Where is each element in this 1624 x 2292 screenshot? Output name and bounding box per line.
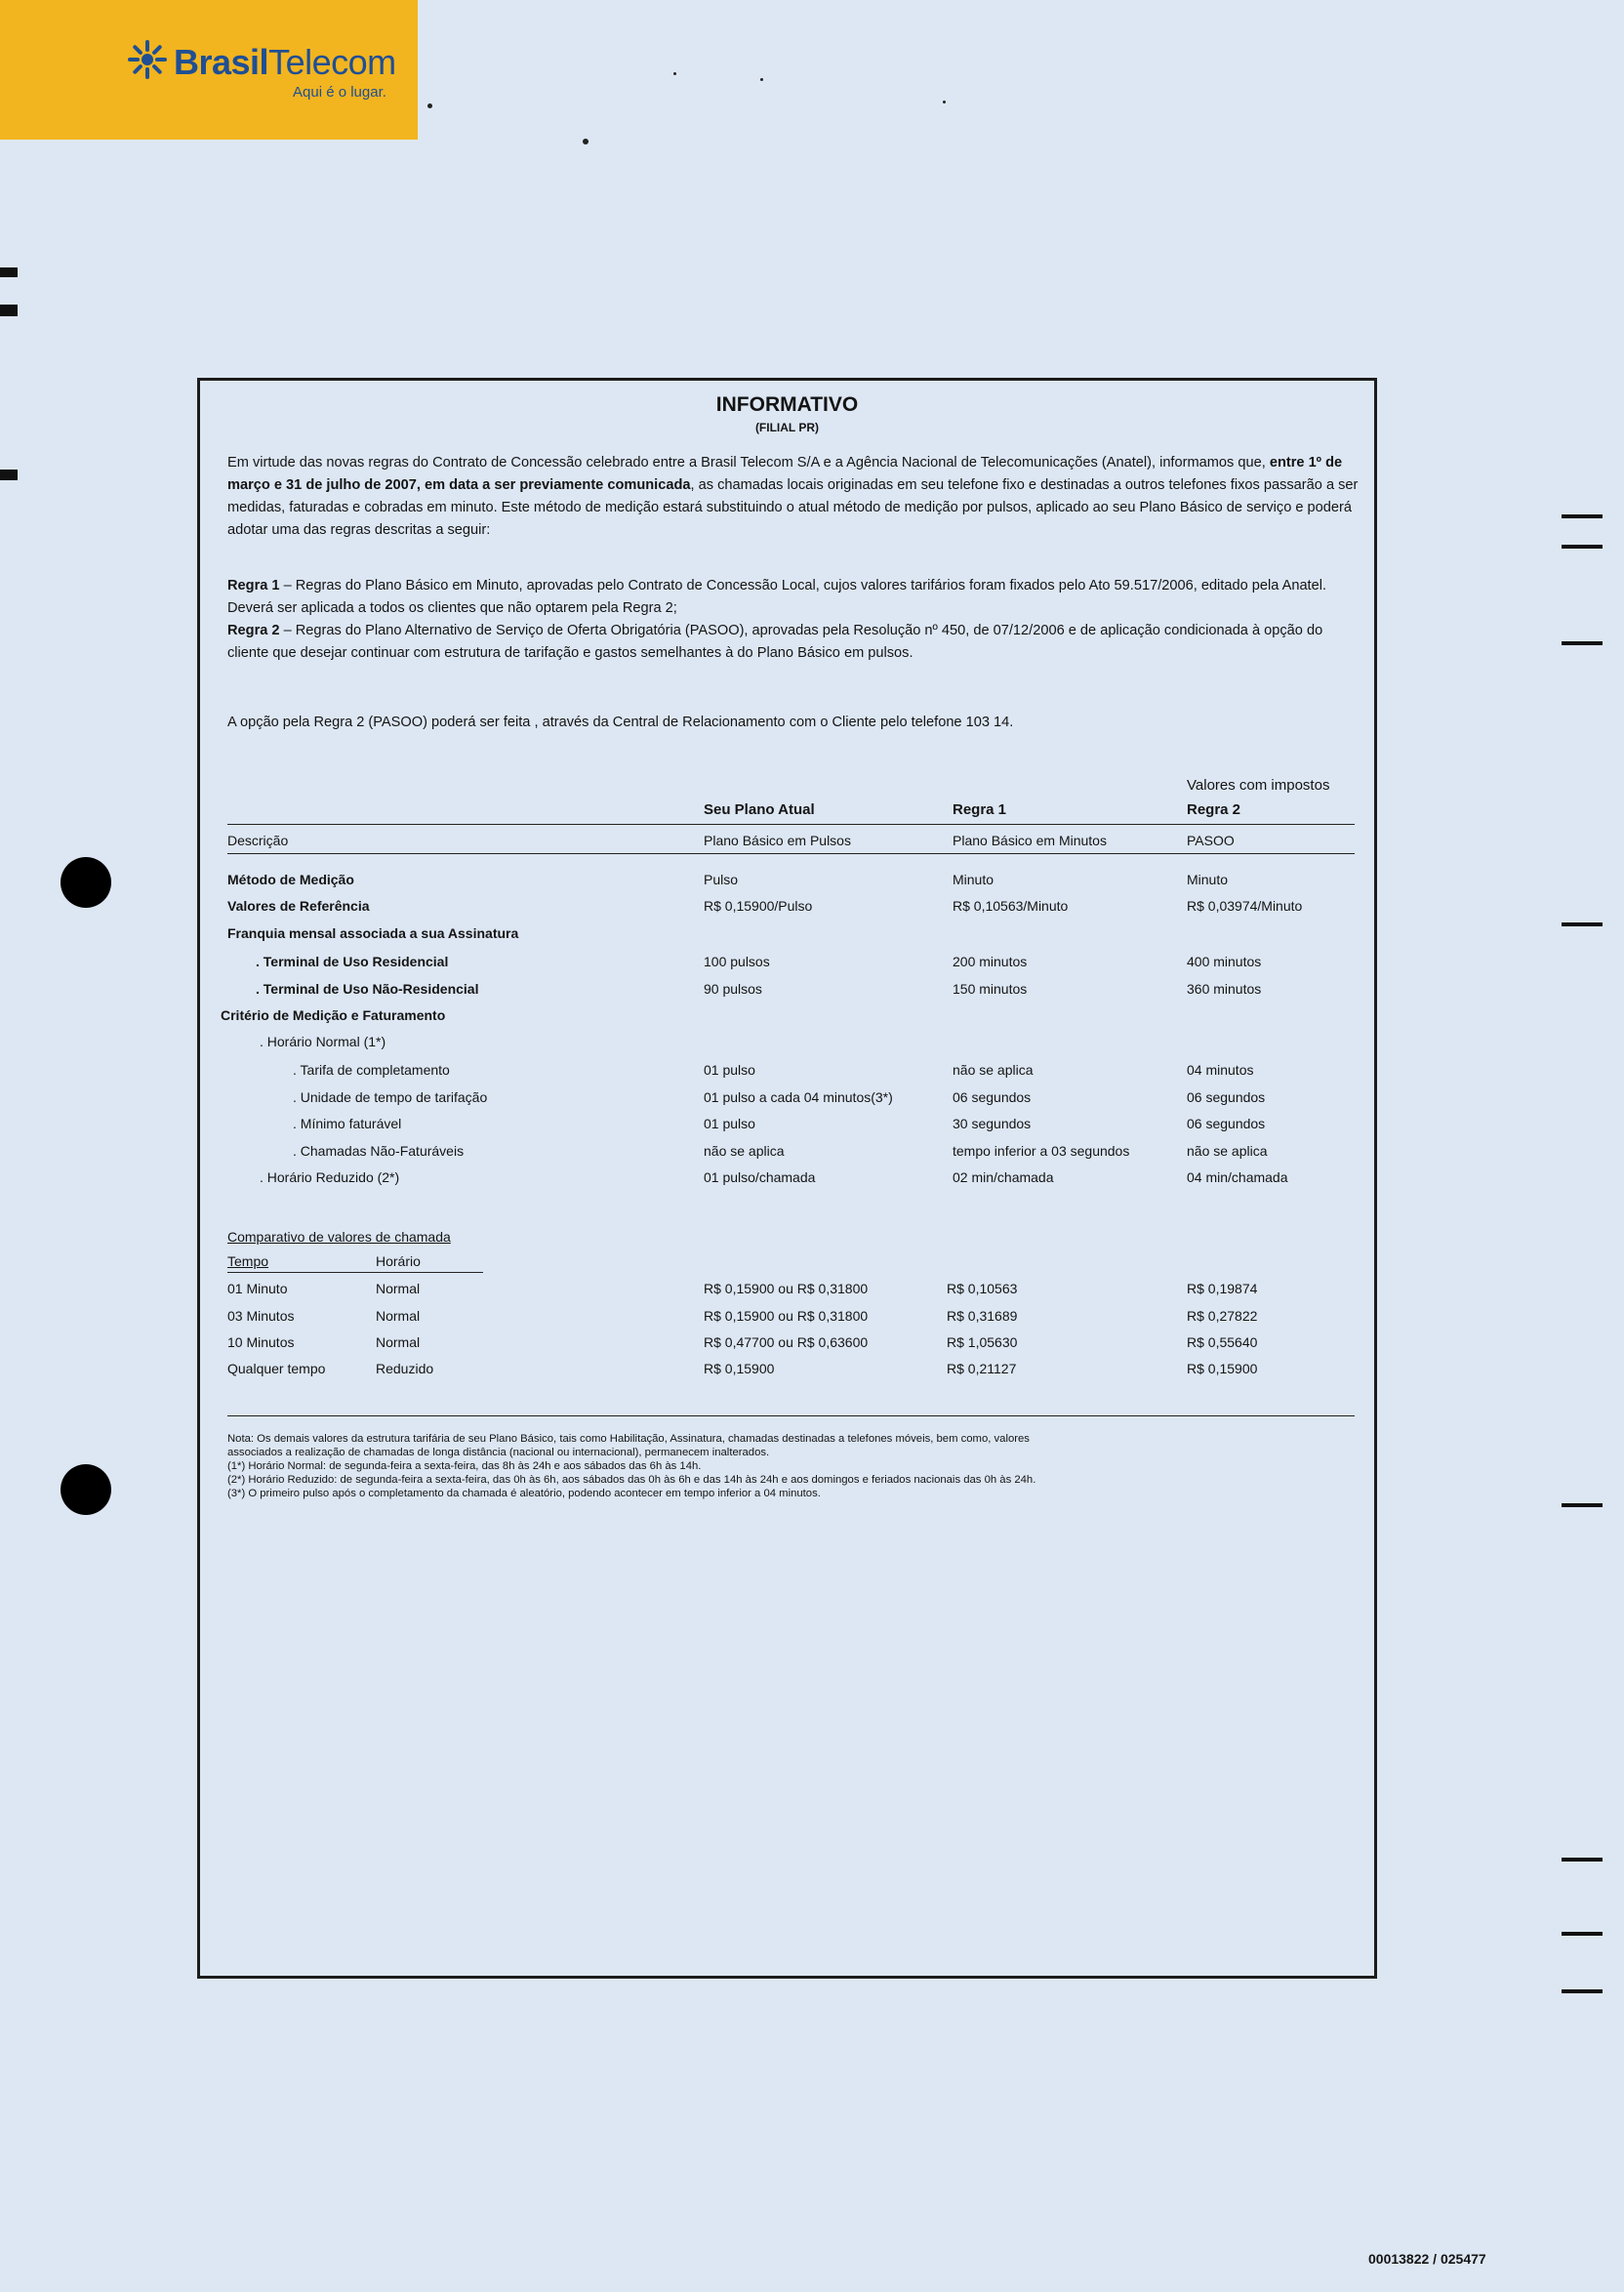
- table-cell-regra2: 06 segundos: [1187, 1089, 1266, 1105]
- note-line: (1*) Horário Normal: de segunda-feira a sexta-feira, das 8h às 24h e aos sábados das 6h às 14h.: [227, 1460, 702, 1472]
- margin-rule: [1562, 1858, 1603, 1862]
- comparison-title: Comparativo de valores de chamada: [227, 1229, 451, 1245]
- table-row-label: . Unidade de tempo de tarifação: [293, 1089, 488, 1105]
- margin-rule: [1562, 1989, 1603, 1993]
- table-cell-regra2: 04 minutos: [1187, 1062, 1254, 1078]
- comparison-cell-current: R$ 0,15900: [704, 1361, 775, 1376]
- comparison-cell-tempo: 10 Minutos: [227, 1334, 295, 1350]
- edge-mark: [0, 305, 18, 316]
- rule2-paragraph: Regra 2 – Regras do Plano Alternativo de Serviço de Oferta Obrigatória (PASOO), aprovadas pela Resolução nº 450, de 07/12/2006 e de aplicação condicionada à opção do cliente que desejar continuar com estrutura de tarifação e gastos semelhantes à do Plano Básico em pulsos.: [227, 623, 1323, 661]
- table-header-note: Valores com impostos: [1187, 777, 1330, 794]
- punch-hole: [61, 857, 111, 908]
- comparison-cell-tempo: 03 Minutos: [227, 1308, 295, 1324]
- comparison-header-rule: [227, 1272, 483, 1273]
- brasil-telecom-logo: [0, 0, 418, 140]
- comparison-cell-regra2: R$ 0,27822: [1187, 1308, 1258, 1324]
- scan-speck: [943, 101, 946, 103]
- note-line: Nota: Os demais valores da estrutura tarifária de seu Plano Básico, tais como Habilitação, Assinatura, chamadas destinadas a telefones móveis, bem como, valores: [227, 1433, 1030, 1445]
- table-cell-current: 90 pulsos: [704, 981, 762, 997]
- comparison-cell-regra1: R$ 0,10563: [947, 1281, 1018, 1296]
- informativo-document: [197, 378, 1377, 1979]
- scan-speck: [673, 72, 676, 75]
- subheader-regra2: PASOO: [1187, 833, 1235, 848]
- punch-hole: [61, 1464, 111, 1515]
- table-cell-current: não se aplica: [704, 1143, 785, 1159]
- table-cell-regra2: R$ 0,03974/Minuto: [1187, 898, 1303, 914]
- comparison-cell-regra2: R$ 0,19874: [1187, 1281, 1258, 1296]
- table-row-label: . Chamadas Não-Faturáveis: [293, 1143, 465, 1159]
- table-cell-regra2: 04 min/chamada: [1187, 1169, 1288, 1185]
- table-cell-regra1: 30 segundos: [953, 1116, 1032, 1131]
- document-title: INFORMATIVO: [715, 393, 859, 416]
- table-cell-regra2: 360 minutos: [1187, 981, 1262, 997]
- table-cell-current: 01 pulso a cada 04 minutos(3*): [704, 1089, 893, 1105]
- comparison-cell-current: R$ 0,15900 ou R$ 0,31800: [704, 1281, 869, 1296]
- margin-rule: [1562, 1503, 1603, 1507]
- notes-rule: [227, 1415, 1355, 1416]
- comparison-cell-tempo: 01 Minuto: [227, 1281, 288, 1296]
- margin-rule: [1562, 641, 1603, 645]
- logo-wordmark: BrasilTelecom: [174, 42, 396, 82]
- table-cell-current: 100 pulsos: [704, 954, 770, 969]
- note-line: (2*) Horário Reduzido: de segunda-feira a sexta-feira, das 0h às 6h, aos sábados das 0h às 6h e das 14h às 24h e aos domingos e feriados nacionais das 0h às 24h.: [227, 1474, 1036, 1486]
- margin-rule: [1562, 545, 1603, 549]
- brasil-telecom-logo-icon: [125, 37, 170, 82]
- scan-speck: [427, 103, 432, 108]
- table-row-label: . Horário Reduzido (2*): [260, 1169, 400, 1185]
- note-line: associados a realização de chamadas de longa distância (nacional ou internacional), permanecem inalterados.: [227, 1447, 770, 1458]
- edge-mark: [0, 470, 18, 480]
- table-cell-regra1: R$ 0,10563/Minuto: [953, 898, 1069, 914]
- comparison-cell-horario: Reduzido: [376, 1361, 434, 1376]
- comparison-cell-tempo: Qualquer tempo: [227, 1361, 326, 1376]
- comparison-cell-regra2: R$ 0,15900: [1187, 1361, 1258, 1376]
- table-cell-regra1: 150 minutos: [953, 981, 1028, 997]
- table-cell-regra2: Minuto: [1187, 872, 1229, 887]
- table-row-label: . Tarifa de completamento: [293, 1062, 450, 1078]
- table-cell-regra2: não se aplica: [1187, 1143, 1268, 1159]
- rule1-paragraph: Regra 1 – Regras do Plano Básico em Minuto, aprovadas pelo Contrato de Concessão Local, cujos valores tarifários foram fixados pelo Ato 59.517/2006, editado pela Anatel. Deverá ser aplicada a todos os clientes que não optarem pela Regra 2;: [227, 578, 1327, 616]
- option-paragraph: A opção pela Regra 2 (PASOO) poderá ser feita , através da Central de Relacionamento com o Cliente pelo telefone 103 14.: [227, 715, 1014, 730]
- margin-rule: [1562, 922, 1603, 926]
- comparison-cell-horario: Normal: [376, 1281, 421, 1296]
- table-row-label: Método de Medição: [227, 872, 354, 887]
- comparison-cell-horario: Normal: [376, 1334, 421, 1350]
- table-cell-current: 01 pulso: [704, 1116, 755, 1131]
- comparison-cell-current: R$ 0,15900 ou R$ 0,31800: [704, 1308, 869, 1324]
- comparison-cell-regra2: R$ 0,55640: [1187, 1334, 1258, 1350]
- table-cell-current: Pulso: [704, 872, 739, 887]
- comparison-cell-regra1: R$ 0,31689: [947, 1308, 1018, 1324]
- table-cell-current: 01 pulso: [704, 1062, 755, 1078]
- note-line: (3*) O primeiro pulso após o completamento da chamada é aleatório, podendo acontecer em tempo inferior a 04 minutos.: [227, 1488, 821, 1499]
- notes-block: [227, 1432, 1360, 1500]
- intro-paragraph: Em virtude das novas regras do Contrato de Concessão celebrado entre a Brasil Telecom S/A e a Agência Nacional de Telecomunicações (Anatel), informamos que, entre 1º de março e 31 de julho de 2007, em data a ser previamente comunicada, as chamadas locais originadas em seu telefone fixo e destinadas a outros telefones fixos passarão a ser medidas, faturadas e cobradas em minuto. Este método de medição estará substituindo o atual método de medição por pulsos, aplicado ao seu Plano Básico de serviço e poderá adotar uma das regras descritas a seguir:: [227, 455, 1359, 538]
- comparison-col-horario: Horário: [376, 1253, 421, 1269]
- table-cell-regra1: tempo inferior a 03 segundos: [953, 1143, 1130, 1159]
- table-row-label: Critério de Medição e Faturamento: [221, 1007, 446, 1023]
- col-header-current: Seu Plano Atual: [704, 801, 815, 818]
- col-header-regra1: Regra 1: [953, 801, 1007, 818]
- table-cell-regra2: 06 segundos: [1187, 1116, 1266, 1131]
- table-cell-current: R$ 0,15900/Pulso: [704, 898, 813, 914]
- table-cell-regra2: 400 minutos: [1187, 954, 1262, 969]
- logo-tagline: Aqui é o lugar.: [293, 84, 386, 101]
- table-row-label: . Mínimo faturável: [293, 1116, 402, 1131]
- table-cell-regra1: 06 segundos: [953, 1089, 1032, 1105]
- table-header-rule: [227, 824, 1355, 825]
- edge-mark: [0, 267, 18, 277]
- scan-speck: [583, 139, 589, 144]
- comparison-cell-current: R$ 0,47700 ou R$ 0,63600: [704, 1334, 869, 1350]
- comparison-cell-regra1: R$ 1,05630: [947, 1334, 1018, 1350]
- table-row-label: Valores de Referência: [227, 898, 370, 914]
- table-subheader-rule: [227, 853, 1355, 854]
- table-cell-regra1: 02 min/chamada: [953, 1169, 1054, 1185]
- comparison-cell-horario: Normal: [376, 1308, 421, 1324]
- margin-rule: [1562, 514, 1603, 518]
- scan-speck: [760, 78, 763, 81]
- description-label: Descrição: [227, 833, 289, 848]
- table-row-label: Franquia mensal associada a sua Assinatura: [227, 925, 519, 941]
- table-row-label: . Horário Normal (1*): [260, 1034, 386, 1049]
- margin-rule: [1562, 1932, 1603, 1936]
- table-row-label: . Terminal de Uso Não-Residencial: [256, 981, 479, 997]
- subheader-current: Plano Básico em Pulsos: [704, 833, 851, 848]
- subheader-regra1: Plano Básico em Minutos: [953, 833, 1107, 848]
- table-row-label: . Terminal de Uso Residencial: [256, 954, 449, 969]
- table-cell-regra1: não se aplica: [953, 1062, 1034, 1078]
- table-cell-regra1: Minuto: [953, 872, 995, 887]
- table-cell-regra1: 200 minutos: [953, 954, 1028, 969]
- document-subtitle: (FILIAL PR): [754, 421, 820, 434]
- comparison-col-tempo: Tempo: [227, 1253, 269, 1269]
- comparison-cell-regra1: R$ 0,21127: [947, 1361, 1017, 1376]
- document-number: 00013822 / 025477: [1368, 2251, 1486, 2267]
- table-cell-current: 01 pulso/chamada: [704, 1169, 816, 1185]
- col-header-regra2: Regra 2: [1187, 801, 1241, 818]
